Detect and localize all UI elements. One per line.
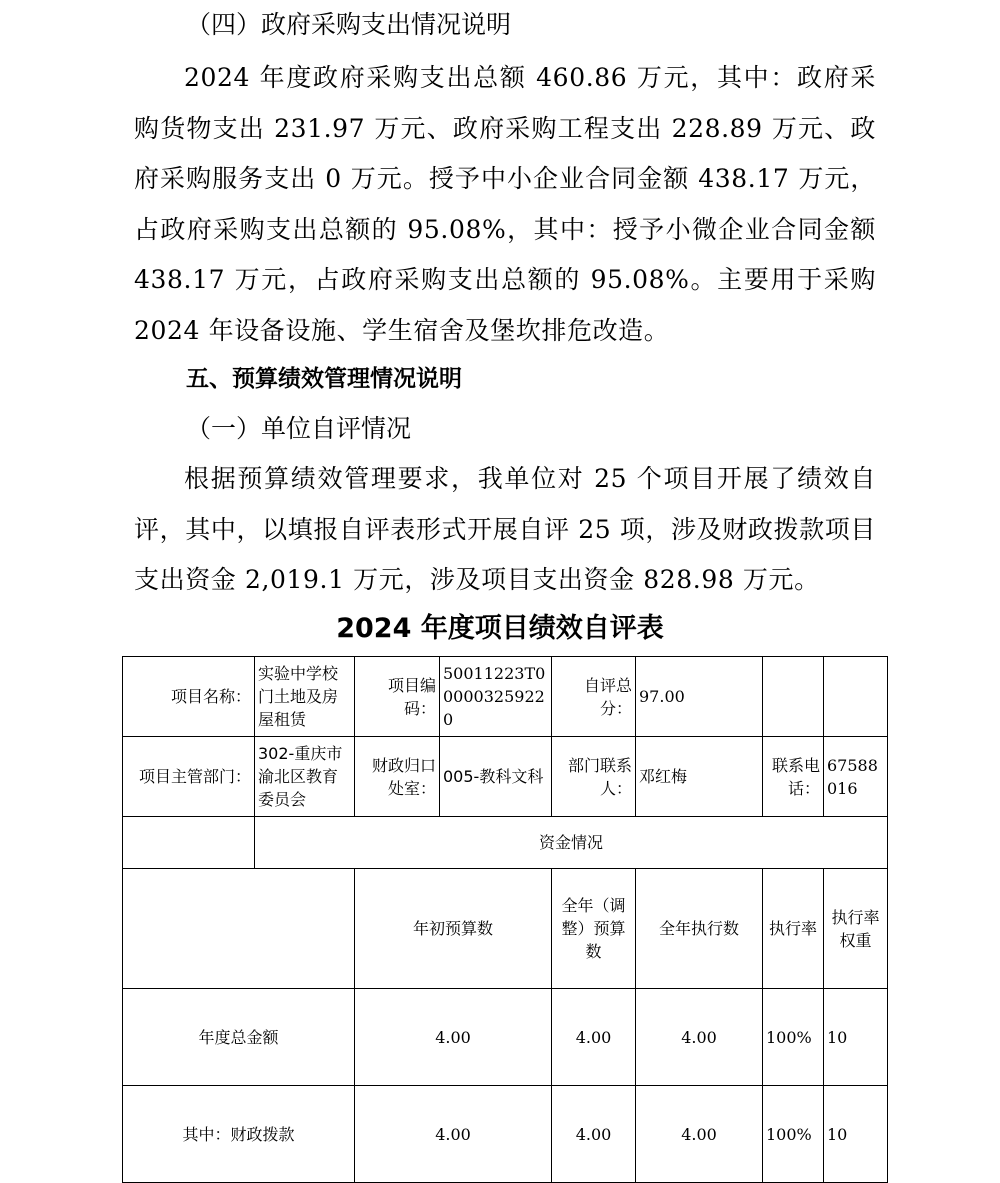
contact-label: 部门联系人： xyxy=(552,737,636,817)
table-row xyxy=(123,817,888,869)
phone-label: 联系电话： xyxy=(763,737,824,817)
subsection1-heading: （一）单位自评情况 xyxy=(186,414,412,443)
weight-value: 10 xyxy=(824,1086,888,1183)
phone-value: 67588016 xyxy=(824,737,888,817)
self-score-value: 97.00 xyxy=(636,657,763,737)
self-score-label: 自评总分： xyxy=(552,657,636,737)
dept-label: 项目主管部门： xyxy=(123,737,255,817)
header-executed: 全年执行数 xyxy=(636,869,763,989)
performance-eval-table xyxy=(122,656,888,1183)
project-code-value: 50011223T000003259220 xyxy=(440,657,552,737)
initial-budget-value: 4.00 xyxy=(355,989,552,1086)
executed-value: 4.00 xyxy=(636,989,763,1086)
row-label: 其中：财政拨款 xyxy=(123,1086,355,1183)
header-rate: 执行率 xyxy=(763,869,824,989)
procurement-paragraph: 2024 年度政府采购支出总额 460.86 万元，其中：政府采购货物支出 231.97 万元、政府采购工程支出 228.89 万元、政府采购服务支出 0 万元。授予中小企业合同金额 438.17 万元，占政府采购支出总额的 95.08%，其中：授予小微企业合同金额 438.17 万元，占政府采购支出总额的 95.08%。主要用于采购 2024 年设备设施、学生宿舍及堡坎排危改造。 xyxy=(134,63,876,345)
project-name-label: 项目名称： xyxy=(123,657,255,737)
self-eval-paragraph: 根据预算绩效管理要求，我单位对 25 个项目开展了绩效自评，其中，以填报自评表形式开展自评 25 项，涉及财政拨款项目支出资金 2,019.1 万元，涉及项目支出资金 828.98 万元。 xyxy=(134,464,876,594)
weight-value: 10 xyxy=(824,989,888,1086)
initial-budget-value: 4.00 xyxy=(355,1086,552,1183)
header-rate-weight: 执行率权重 xyxy=(824,869,888,989)
project-code-label: 项目编码： xyxy=(355,657,440,737)
table-row xyxy=(123,1086,888,1183)
empty-cell xyxy=(123,817,255,869)
table-header-row xyxy=(123,869,888,989)
table-row xyxy=(123,737,888,817)
section5-heading: 五、预算绩效管理情况说明 xyxy=(186,366,462,392)
header-adjusted-budget: 全年（调整）预算数 xyxy=(552,869,636,989)
empty-cell xyxy=(824,657,888,737)
table-title: 2024 年度项目绩效自评表 xyxy=(336,613,664,644)
table-row xyxy=(123,989,888,1086)
rate-value: 100% xyxy=(763,989,824,1086)
finance-office-label: 财政归口处室： xyxy=(355,737,440,817)
dept-value: 302-重庆市渝北区教育委员会 xyxy=(255,737,355,817)
table-row xyxy=(123,657,888,737)
project-name-value: 实验中学校门土地及房屋租赁 xyxy=(255,657,355,737)
adjusted-budget-value: 4.00 xyxy=(552,1086,636,1183)
header-initial-budget: 年初预算数 xyxy=(355,869,552,989)
finance-office-value: 005-教科文科 xyxy=(440,737,552,817)
section4-heading: （四）政府采购支出情况说明 xyxy=(186,10,512,39)
adjusted-budget-value: 4.00 xyxy=(552,989,636,1086)
empty-cell xyxy=(123,869,355,989)
contact-value: 邓红梅 xyxy=(636,737,763,817)
executed-value: 4.00 xyxy=(636,1086,763,1183)
row-label: 年度总金额 xyxy=(123,989,355,1086)
funds-section-label: 资金情况 xyxy=(255,817,888,869)
rate-value: 100% xyxy=(763,1086,824,1183)
empty-cell xyxy=(763,657,824,737)
